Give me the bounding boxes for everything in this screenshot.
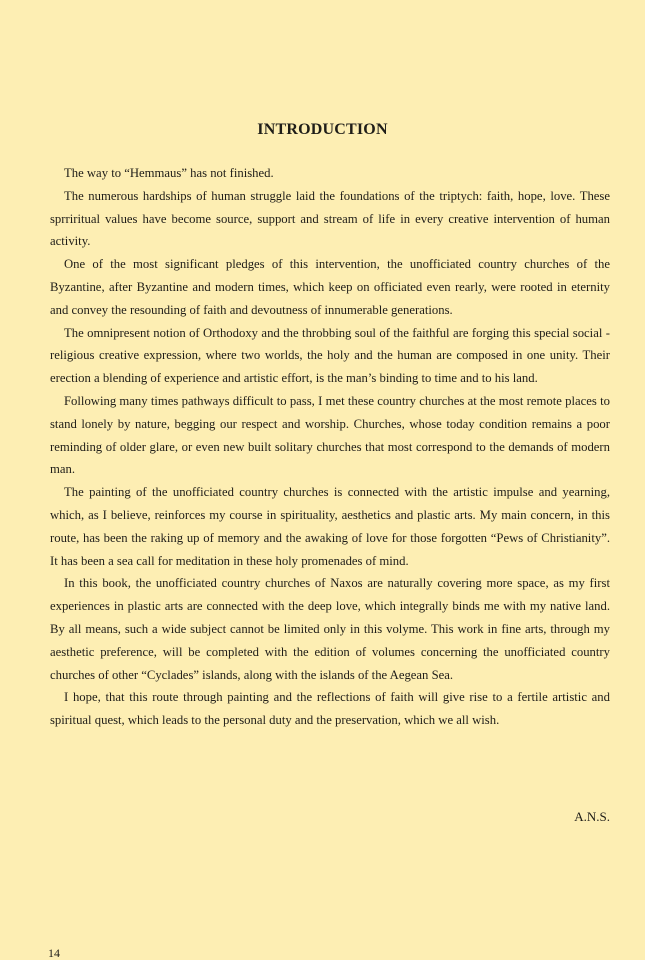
paragraph-4: The omnipresent notion of Orthodoxy and the throbbing soul of the faithful are forging this special social - religious creative expression, where two worlds, the holy and the human are composed in one unity. Their erection a blending of experience and artistic effort, is the man’s binding to time and to his land. [50, 325, 610, 386]
paragraph-6: The painting of the unofficiated country churches is connected with the artistic impulse and yearning, which, as I believe, reinforces my course in spirituality, aesthetics and plastic arts. My main concern, in this route, has been the raking up of memory and the awaking of love for those forgotten “Pews of Christianity”. It has been a sea call for meditation in these holy promenades of mind. [50, 485, 610, 568]
introduction-body [50, 162, 610, 732]
author-signature: A.N.S. [574, 809, 610, 824]
paragraph-7: In this book, the unofficiated country churches of Naxos are naturally covering more space, as my first experiences in plastic arts are connected with the deep love, which integrally binds me with my native land. By all means, such a wide subject cannot be limited only in this volyme. This work in fine arts, through my aesthetic preference, will be completed with the edition of volumes concerning the unofficiated country churches of other “Cyclades” islands, along with the islands of the Aegean Sea. [50, 576, 610, 682]
paragraph-8: I hope, that this route through painting and the reflections of faith will give rise to a fertile artistic and spiritual quest, which leads to the personal duty and the preservation, which we all wish. [50, 690, 610, 728]
page-number: 14 [48, 946, 60, 960]
paragraph-5: Following many times pathways difficult to pass, I met these country churches at the most remote places to stand lonely by nature, begging our respect and worship. Churches, whose today condition remains a poor reminding of older glare, or even new built solitary churches that most correspond to the demands of modern man. [50, 393, 610, 477]
paragraph-1: The way to “Hemmaus” has not finished. [64, 166, 274, 180]
paragraph-3: One of the most significant pledges of this intervention, the unofficiated country churches of the Byzantine, after Byzantine and modern times, which keep on officiated even rearly, were rooted in eternity and convey the resounding of faith and devoutness of innumerable generations. [50, 257, 610, 317]
paragraph-2: The numerous hardships of human struggle laid the foundations of the triptych: faith, hope, love. These sprriritual values have become source, support and stream of life in every creative intervention of human activity. [50, 188, 610, 249]
page-title: INTRODUCTION [257, 121, 388, 138]
